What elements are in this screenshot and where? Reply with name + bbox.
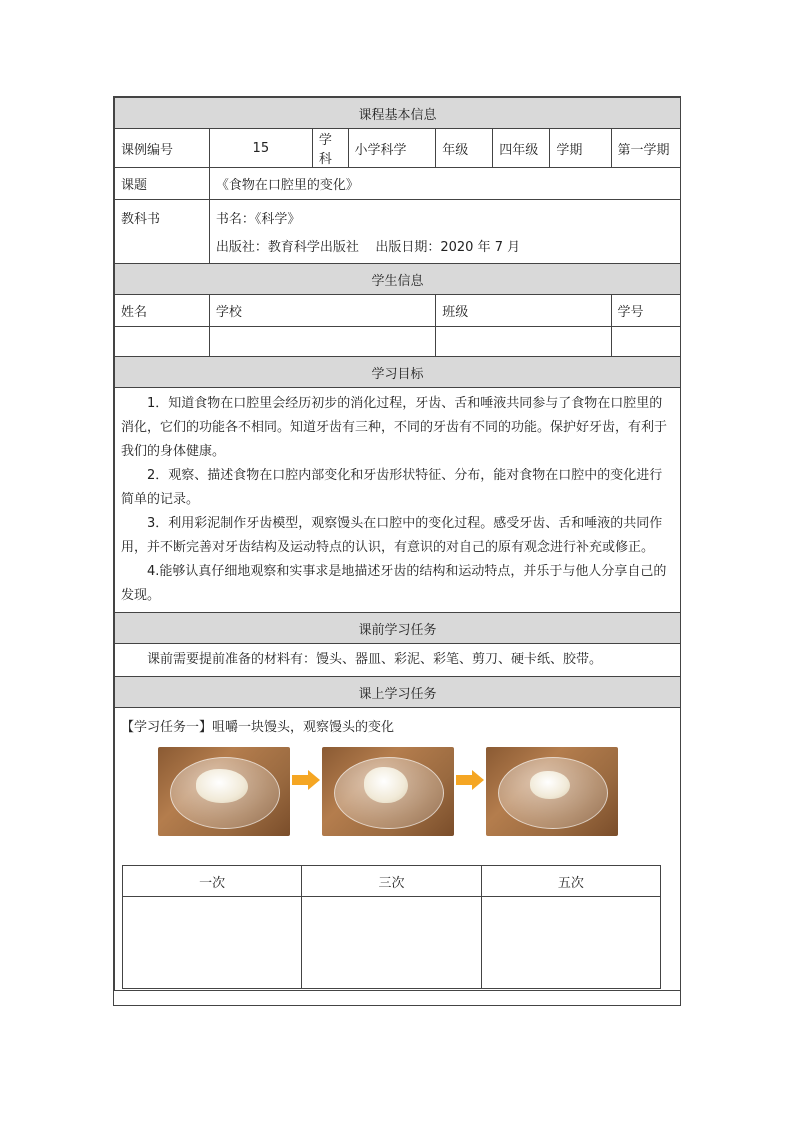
section-in-class: 课上学习任务 (115, 677, 681, 708)
record-cell-5[interactable] (481, 897, 660, 989)
goal-item: 4.能够认真仔细地观察和实事求是地描述牙齿的结构和运动特点，并乐于与他人分享自己的发现。 (121, 564, 667, 603)
record-header-5: 五次 (481, 866, 660, 897)
topic-value: 《食物在口腔里的变化》 (209, 168, 680, 200)
topic-label: 课题 (115, 168, 210, 200)
book-name: 书名：《科学》 (215, 212, 301, 227)
goal-item: 1．知道食物在口腔里会经历初步的消化过程，牙齿、舌和唾液共同参与了食物在口腔里的消化，它们的功能各不相同。知道牙齿有三种，不同的牙齿有不同的功能。保护好牙齿，有利于我们的身体健康。 (121, 396, 668, 459)
record-cell-1[interactable] (123, 897, 302, 989)
case-no-value: 15 (209, 129, 312, 168)
task-area (115, 708, 681, 991)
section-student-info: 学生信息 (115, 264, 681, 295)
grade-value: 四年级 (493, 129, 550, 168)
bun-photo-2 (322, 747, 454, 836)
term-value: 第一学期 (611, 129, 680, 168)
id-label: 学号 (611, 295, 680, 327)
bun-image (364, 767, 408, 803)
section-goals: 学习目标 (115, 357, 681, 388)
bun-image (530, 771, 570, 799)
name-label: 姓名 (115, 295, 210, 327)
goal-item: 3．利用彩泥制作牙齿模型，观察馒头在口腔中的变化过程。感受牙齿、舌和唾液的共同作用，并不断完善对牙齿结构及运动特点的认识，有意识的对自己的原有观念进行补充或修正。 (121, 516, 663, 555)
name-field[interactable] (115, 327, 210, 357)
record-header-3: 三次 (302, 866, 481, 897)
record-cell-3[interactable] (302, 897, 481, 989)
id-field[interactable] (611, 327, 680, 357)
class-field[interactable] (436, 327, 611, 357)
case-no-label: 课例编号 (115, 129, 210, 168)
record-table (122, 865, 661, 989)
class-label: 班级 (436, 295, 611, 327)
term-label: 学期 (550, 129, 611, 168)
subject-value: 小学科学 (348, 129, 436, 168)
pre-task-body (115, 644, 681, 677)
textbook-info (209, 200, 680, 264)
lesson-sheet (113, 96, 681, 1006)
publisher-line: 出版社：教育科学出版社 出版日期：2020 年 7 月 (215, 240, 521, 255)
section-pre-task: 课前学习任务 (115, 613, 681, 644)
goals-body (115, 388, 681, 613)
school-field[interactable] (209, 327, 435, 357)
grade-label: 年级 (436, 129, 493, 168)
school-label: 学校 (209, 295, 435, 327)
record-header-1: 一次 (123, 866, 302, 897)
goal-item: 2．观察、描述食物在口腔内部变化和牙齿形状特征、分布，能对食物在口腔中的变化进行简单的记录。 (121, 468, 663, 507)
subject-label: 学科 (312, 129, 348, 168)
task1-title: 【学习任务一】咀嚼一块馒头，观察馒头的变化 (121, 720, 395, 735)
section-basic-info: 课程基本信息 (115, 98, 681, 129)
pre-task-text: 课前需要提前准备的材料有：馒头、器皿、彩泥、彩笔、剪刀、硬卡纸、胶带。 (147, 652, 603, 667)
bun-photo-3 (486, 747, 618, 836)
bun-photo-1 (158, 747, 290, 836)
bun-image (196, 769, 248, 803)
info-table (114, 97, 681, 991)
textbook-label: 教科书 (115, 200, 210, 264)
